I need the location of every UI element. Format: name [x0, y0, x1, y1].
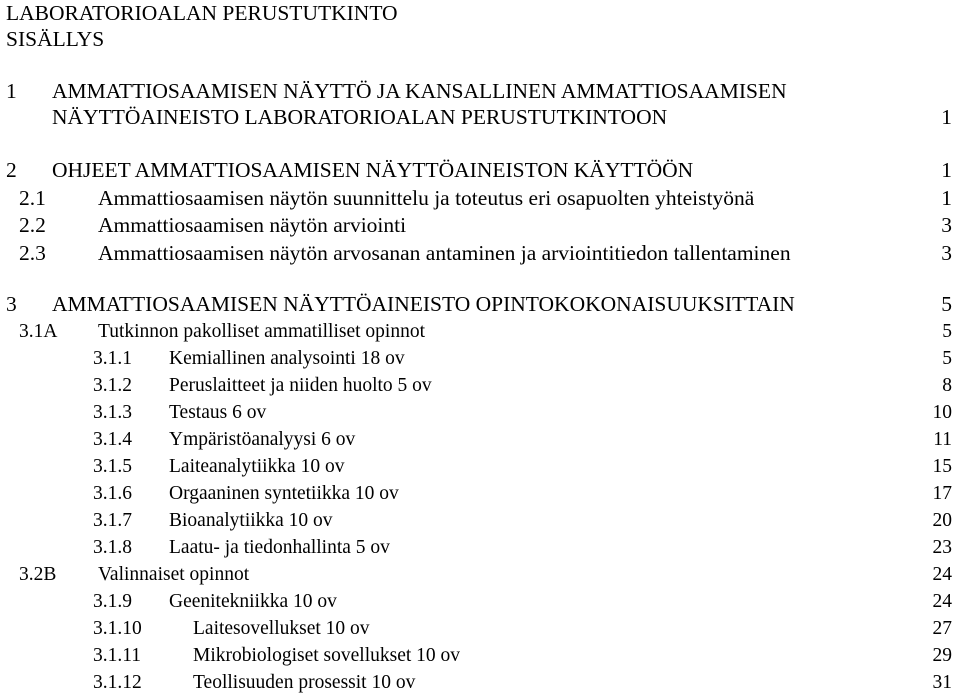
toc-number: 3	[6, 292, 17, 316]
toc-number: 2.1	[19, 186, 46, 210]
toc-page: 20	[932, 510, 952, 531]
document-title: LABORATORIOALAN PERUSTUTKINTO	[6, 1, 398, 25]
toc-page: 1	[941, 186, 952, 210]
toc-number: 3.1.4	[93, 429, 132, 450]
toc-page: 8	[942, 375, 952, 396]
toc-number: 3.1.6	[93, 483, 132, 504]
toc-page: 29	[932, 645, 952, 666]
toc-title: AMMATTIOSAAMISEN NÄYTTÖAINEISTO OPINTOKOKONAISUUKSITTAIN	[52, 292, 795, 316]
toc-title: Teollisuuden prosessit 10 ov	[193, 672, 416, 693]
toc-title: Testaus 6 ov	[169, 402, 267, 423]
toc-number: 3.1.9	[93, 591, 132, 612]
toc-number: 3.1.2	[93, 375, 132, 396]
toc-number: 3.1.8	[93, 537, 132, 558]
toc-number: 3.1.7	[93, 510, 132, 531]
toc-number: 3.1A	[19, 321, 58, 342]
toc-number: 3.1.1	[93, 348, 132, 369]
toc-page: 11	[933, 429, 952, 450]
toc-title: Ammattiosaamisen näytön arviointi	[98, 213, 407, 237]
toc-number: 3.1.10	[93, 618, 142, 639]
toc-number: 3.1.12	[93, 672, 142, 693]
toc-page: 1	[941, 158, 952, 182]
toc-page: 31	[932, 672, 952, 693]
toc-page: 3	[941, 213, 952, 237]
toc-page: 5	[941, 292, 952, 316]
toc-page: 3	[941, 241, 952, 265]
toc-title-continued: NÄYTTÖAINEISTO LABORATORIOALAN PERUSTUTKINTOON	[52, 105, 668, 129]
toc-title: Geenitekniikka 10 ov	[169, 591, 337, 612]
toc-title: Peruslaitteet ja niiden huolto 5 ov	[169, 375, 432, 396]
toc-heading: SISÄLLYS	[6, 27, 105, 51]
toc-title: Laitesovellukset 10 ov	[193, 618, 370, 639]
toc-page: 10	[932, 402, 952, 423]
toc-title: Ammattiosaamisen näytön arvosanan antaminen ja arviointitiedon tallentaminen	[98, 241, 791, 265]
toc-title: AMMATTIOSAAMISEN NÄYTTÖ JA KANSALLINEN AMMATTIOSAAMISEN	[52, 79, 787, 103]
toc-number: 2.3	[19, 241, 46, 265]
toc-number: 3.1.5	[93, 456, 132, 477]
toc-page: 24	[932, 591, 952, 612]
toc-number: 2	[6, 158, 17, 182]
toc-page: 24	[932, 564, 952, 585]
toc-title: Laatu- ja tiedonhallinta 5 ov	[169, 537, 390, 558]
toc-title: Mikrobiologiset sovellukset 10 ov	[193, 645, 461, 666]
toc-title: Valinnaiset opinnot	[98, 564, 250, 585]
toc-page: 1	[941, 105, 952, 129]
toc-page: 27	[932, 618, 952, 639]
toc-page: 5	[942, 348, 952, 369]
toc-title: Ammattiosaamisen näytön suunnittelu ja toteutus eri osapuolten yhteistyönä	[98, 186, 755, 210]
toc-page: 5	[942, 321, 952, 342]
toc-title: OHJEET AMMATTIOSAAMISEN NÄYTTÖAINEISTON KÄYTTÖÖN	[52, 158, 694, 182]
toc-title: Bioanalytiikka 10 ov	[169, 510, 333, 531]
toc-number: 2.2	[19, 213, 46, 237]
toc-title: Ympäristöanalyysi 6 ov	[169, 429, 356, 450]
toc-title: Tutkinnon pakolliset ammatilliset opinnot	[98, 321, 425, 342]
toc-page: 23	[932, 537, 952, 558]
toc-page: 15	[932, 456, 952, 477]
toc-number: 1	[6, 79, 17, 103]
toc-page: 17	[932, 483, 952, 504]
toc-number: 3.2B	[19, 564, 57, 585]
toc-title: Laiteanalytiikka 10 ov	[169, 456, 345, 477]
toc-title: Orgaaninen syntetiikka 10 ov	[169, 483, 399, 504]
toc-number: 3.1.3	[93, 402, 132, 423]
toc-title: Kemiallinen analysointi 18 ov	[169, 348, 405, 369]
toc-number: 3.1.11	[93, 645, 142, 666]
